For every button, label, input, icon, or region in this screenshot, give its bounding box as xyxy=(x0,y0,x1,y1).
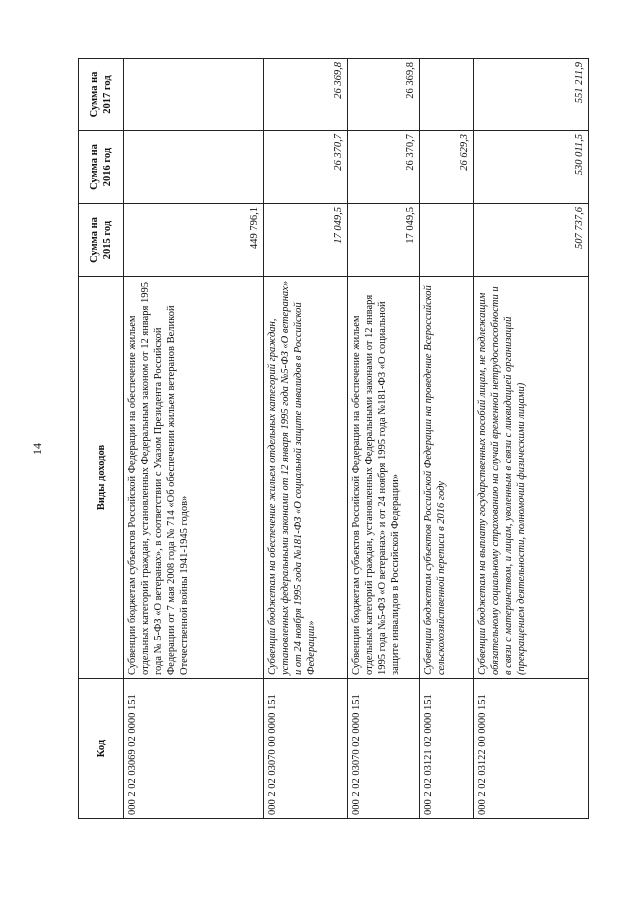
row-code: 000 2 02 03070 00 0000 151 xyxy=(264,679,348,819)
header-2016: Сумма на 2016 год xyxy=(79,131,124,204)
budget-income-table xyxy=(78,58,589,819)
page-number: 14 xyxy=(30,443,44,455)
row-amount-2015: 507 737,6 xyxy=(474,204,589,277)
row-amount-2017: 26 369,8 xyxy=(348,59,420,131)
row-code: 000 2 02 03069 02 0000 151 xyxy=(124,679,264,819)
table-row xyxy=(264,59,348,819)
row-amount-2015 xyxy=(420,204,474,277)
row-description: Субвенции бюджетам на выплату государственных пособий лицам, не подлежащим обязательному социальному страхованию на случай временной нетрудоспособности и в связи с материнством, и лицам, уволенным в связи с ликвидацией организаций (прекращением деятельности, полномочий физическими лицами) xyxy=(474,277,589,679)
row-code: 000 2 02 03121 02 0000 151 xyxy=(420,679,474,819)
row-amount-2015: 17 049,5 xyxy=(264,204,348,277)
row-code: 000 2 02 03070 02 0000 151 xyxy=(348,679,420,819)
row-amount-2016: 530 011,5 xyxy=(474,131,589,204)
row-description: Субвенции бюджетам субъектов Российской Федерации на проведение Всероссийской сельскохозяйственной переписи в 2016 году xyxy=(420,277,474,679)
table-row xyxy=(124,59,264,819)
row-amount-2016 xyxy=(124,131,264,204)
header-2017: Сумма на 2017 год xyxy=(79,59,124,131)
budget-table-sheet xyxy=(78,59,588,819)
row-amount-2015: 449 796,1 xyxy=(124,204,264,277)
row-code: 000 2 02 03122 00 0000 151 xyxy=(474,679,589,819)
header-income-type: Виды доходов xyxy=(79,277,124,679)
table-header-row xyxy=(79,59,124,819)
row-description: Субвенции бюджетам субъектов Российской Федерации на обеспечение жильем отдельных категорий граждан, установленных Федеральными законами от 12 января 1995 года №5-ФЗ «О ветеранах» и от 24 ноября 1995 года №181-ФЗ «О социальной защите инвалидов в Российской Федерации» xyxy=(348,277,420,679)
row-amount-2016: 26 370,7 xyxy=(264,131,348,204)
row-amount-2015: 17 049,5 xyxy=(348,204,420,277)
row-amount-2016: 26 629,3 xyxy=(420,131,474,204)
table-row xyxy=(420,59,474,819)
row-description: Субвенции бюджетам субъектов Российской Федерации на обеспечение жильем отдельных категорий граждан, установленных Федеральным законом от 12 января 1995 года № 5-ФЗ «О ветеранах», в соответствии с Указом Президента Российской Федерации от 7 мая 2008 года № 714 «Об обеспечении жильем ветеранов Великой Отечественной войны 1941-1945 годов» xyxy=(124,277,264,679)
row-amount-2017: 26 369,8 xyxy=(264,59,348,131)
row-amount-2017: 551 211,9 xyxy=(474,59,589,131)
row-amount-2017 xyxy=(420,59,474,131)
row-amount-2016: 26 370,7 xyxy=(348,131,420,204)
table-row xyxy=(348,59,420,819)
row-description: Субвенции бюджетам на обеспечение жильем отдельных категорий граждан, установленных федеральными законами от 12 января 1995 года №5-ФЗ «О ветеранах» и от 24 ноября 1995 года №181-ФЗ «О социальной защите инвалидов в Российской Федерации» xyxy=(264,277,348,679)
header-code: Код xyxy=(79,679,124,819)
header-2015: Сумма на 2015 год xyxy=(79,204,124,277)
table-row xyxy=(474,59,589,819)
row-amount-2017 xyxy=(124,59,264,131)
